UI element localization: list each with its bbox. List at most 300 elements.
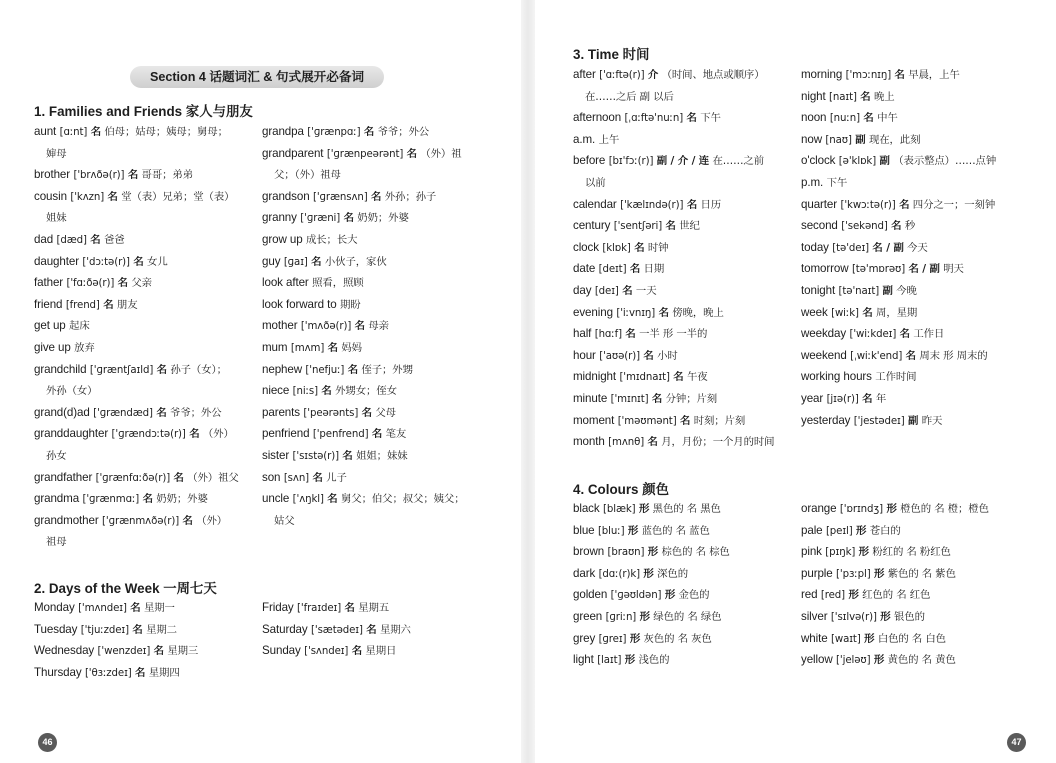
vocab-word: clock xyxy=(573,240,599,254)
pos-tag: 形 xyxy=(848,589,859,602)
vocab-entry xyxy=(34,467,239,490)
vocab-word: now xyxy=(801,132,822,146)
phonetic: [blæk] xyxy=(602,504,636,515)
meaning: 孙子（女）； xyxy=(170,363,227,376)
vocab-entry xyxy=(801,107,898,130)
phonetic: [nuːn] xyxy=(829,113,860,125)
phonetic: [klɒk] xyxy=(602,242,631,254)
meaning: 白色的 名 白色 xyxy=(877,632,946,645)
vocab-entry xyxy=(573,107,721,130)
meaning: 绿色的 名 绿色 xyxy=(653,611,722,623)
phonetic: [ˌwiːk'end] xyxy=(850,350,903,362)
pos-tag: 名 xyxy=(133,255,144,268)
phonetic: [ˌɑːftə'nuːn] xyxy=(624,113,684,125)
pos-tag: 名 xyxy=(862,393,873,405)
vocab-word: weekend xyxy=(801,348,847,362)
phonetic: [wiːk] xyxy=(831,307,859,319)
vocab-word: tonight xyxy=(801,284,836,297)
vocab-word: green xyxy=(573,610,603,623)
vocab-entry xyxy=(801,628,946,651)
phonetic: ['kwɔːtə(r)] xyxy=(840,199,896,211)
vocab-entry xyxy=(573,388,717,411)
phonetic: [tə'naɪt] xyxy=(838,286,880,297)
vocab-entry xyxy=(573,323,707,346)
right-page xyxy=(535,0,1056,763)
page-number-left: 46 xyxy=(38,733,57,752)
vocab-entry xyxy=(801,410,942,433)
pos-tag: 名 xyxy=(905,349,916,362)
vocab-entry xyxy=(262,467,347,490)
vocab-entry xyxy=(262,423,406,446)
vocab-word: black xyxy=(573,502,600,515)
vocab-entry xyxy=(801,584,930,607)
pos-tag: 名 xyxy=(90,234,101,246)
phonetic: ['fɑːðə(r)] xyxy=(66,278,115,290)
pos-tag: 名 xyxy=(629,263,641,276)
vocab-entry xyxy=(801,649,956,672)
meaning: 一半 形 一半的 xyxy=(639,328,708,341)
vocab-entry xyxy=(801,520,901,543)
vocab-word: noon xyxy=(801,111,827,125)
phonetic: ['ɡrænsʌn] xyxy=(312,191,368,203)
phonetic: ['kælɪndə(r)] xyxy=(620,199,684,211)
vocab-word: minute xyxy=(573,392,608,405)
left-page xyxy=(0,0,521,763)
pos-tag: 名 xyxy=(371,428,383,441)
phonetic: ['ɡræntʃaɪld] xyxy=(89,364,154,376)
vocab-entry xyxy=(801,258,964,281)
vocab-word: silver xyxy=(801,610,828,623)
vocab-entry xyxy=(262,186,436,209)
vocab-word: year xyxy=(801,392,824,405)
vocab-entry xyxy=(573,215,700,238)
vocab-entry xyxy=(801,86,895,109)
pos-tag: 名 xyxy=(363,126,375,138)
phonetic: ['ɡrænfɑːðə(r)] xyxy=(95,472,171,484)
vocab-word: grand(d)ad xyxy=(34,405,90,419)
meaning: 日期 xyxy=(643,263,665,276)
vocab-entry xyxy=(34,186,234,230)
vocab-entry xyxy=(34,619,177,642)
pos-tag: 名 xyxy=(894,69,905,81)
vocab-entry xyxy=(573,345,678,368)
meaning-continued: 婶母 xyxy=(46,147,67,160)
meaning: 妈妈 xyxy=(341,342,362,354)
meaning: 爸爸 xyxy=(103,234,125,246)
vocab-entry xyxy=(262,272,364,295)
vocab-entry xyxy=(262,619,411,642)
vocab-word: grandchild xyxy=(34,362,87,376)
meaning: 紫色的 名 紫色 xyxy=(887,567,956,580)
meaning: 外孙；孙子 xyxy=(384,190,437,203)
meaning: 日历 xyxy=(700,198,722,211)
meaning: 下午 xyxy=(700,112,721,125)
meaning: 红色的 名 红色 xyxy=(862,589,931,602)
pos-tag: 名 xyxy=(622,285,633,297)
vocab-entry xyxy=(34,640,198,663)
phonetic: [ɡriːn] xyxy=(605,612,637,623)
phonetic: ['nefjuː] xyxy=(305,364,345,376)
vocab-word: pale xyxy=(801,523,823,537)
vocab-entry xyxy=(573,150,764,194)
meaning: 黑色的 名 黑色 xyxy=(652,503,721,515)
meaning: 苍白的 xyxy=(869,524,901,537)
vocab-entry xyxy=(573,194,721,217)
meaning: 下午 xyxy=(826,177,848,189)
vocab-entry xyxy=(34,423,234,467)
phonetic: ['sætədeɪ] xyxy=(311,624,363,636)
phonetic: [tə'deɪ] xyxy=(832,242,870,254)
vocab-word: yesterday xyxy=(801,413,851,427)
meaning: 傍晚，晚上 xyxy=(672,306,724,319)
vocab-entry xyxy=(801,302,917,325)
vocab-word: date xyxy=(573,262,596,276)
pos-tag: 名 xyxy=(361,406,372,419)
vocab-entry xyxy=(34,121,228,165)
vocab-word: nephew xyxy=(262,362,303,376)
pos-tag: 形 xyxy=(643,567,654,580)
vocab-entry xyxy=(262,143,462,187)
meaning-continued: 外孙（女） xyxy=(46,385,98,398)
phonetic: [waɪt] xyxy=(830,633,861,645)
phonetic: ['pɜːpl] xyxy=(836,568,871,580)
pos-tag: 形 xyxy=(886,503,897,515)
pos-tag: 名 xyxy=(366,623,377,636)
pos-tag: 形 xyxy=(627,524,639,537)
pos-tag: 形 xyxy=(624,654,636,667)
vocab-entry xyxy=(573,520,710,543)
pos-tag: 名 xyxy=(107,190,118,203)
pos-tag: 名 xyxy=(679,414,691,427)
vocab-entry xyxy=(801,366,916,389)
vocab-entry xyxy=(801,150,996,173)
pos-tag: 名 xyxy=(327,342,338,354)
vocab-word: grow up xyxy=(262,233,303,246)
meaning-continued: 祖母 xyxy=(46,536,67,549)
meaning: 蓝色的 名 蓝色 xyxy=(641,524,710,537)
meaning: 哥哥；弟弟 xyxy=(141,169,193,182)
phonetic: ['penfrend] xyxy=(312,429,369,441)
vocab-word: blue xyxy=(573,523,595,537)
phonetic: [mʌnθ] xyxy=(608,437,645,449)
phonetic: ['ɡəʊldən] xyxy=(610,590,662,602)
phonetic: ['ɑːftə(r)] xyxy=(599,70,645,81)
phonetic: [bluː] xyxy=(597,525,625,537)
meaning: 星期二 xyxy=(146,623,177,636)
pos-tag: 形 xyxy=(858,546,869,559)
pos-tag: 形 xyxy=(873,654,885,667)
phonetic: ['fraɪdeɪ] xyxy=(297,603,342,614)
pos-tag: 名 xyxy=(311,255,322,268)
pos-tag: 名 xyxy=(860,90,871,103)
pos-tag: 名 xyxy=(142,493,153,506)
vocab-entry xyxy=(262,337,362,360)
meaning: 周，星期 xyxy=(876,306,918,319)
meaning: 秒 xyxy=(904,220,916,233)
meaning: 起床 xyxy=(69,320,90,333)
vocab-word: purple xyxy=(801,566,833,580)
phonetic: ['sʌndeɪ] xyxy=(304,646,349,658)
phonetic: [pɪŋk] xyxy=(825,547,856,559)
vocab-entry xyxy=(34,359,227,403)
vocab-entry xyxy=(573,584,709,607)
meaning: 爷爷；外公 xyxy=(170,406,222,419)
vocab-word: daughter xyxy=(34,254,79,268)
phonetic: [frend] xyxy=(65,299,100,311)
meaning: 成长；长大 xyxy=(305,234,358,246)
vocab-word: get up xyxy=(34,319,66,333)
meaning: 早晨，上午 xyxy=(908,69,960,81)
vocab-word: second xyxy=(801,219,838,233)
meaning: 照看，照顾 xyxy=(312,277,364,290)
vocab-entry xyxy=(573,280,657,303)
vocab-entry xyxy=(573,541,730,564)
phonetic: [ɡreɪ] xyxy=(598,633,627,645)
vocab-entry xyxy=(34,510,227,554)
vocab-word: niece xyxy=(262,384,290,398)
vocab-word: o'clock xyxy=(801,154,836,168)
vocab-entry xyxy=(262,640,396,663)
pos-tag: 副 xyxy=(882,285,893,297)
meaning: 黄色的 名 黄色 xyxy=(887,654,956,667)
phonetic: [mʌm] xyxy=(290,343,325,354)
vocab-word: Saturday xyxy=(262,622,308,636)
meaning: 姐姐；妹妹 xyxy=(356,450,408,462)
vocab-entry xyxy=(573,366,708,389)
vocab-entry xyxy=(801,194,995,217)
phonetic: [ɑːnt] xyxy=(59,127,88,138)
phonetic: [dæd] xyxy=(56,235,87,246)
phonetic: ['ɡrænmʌðə(r)] xyxy=(102,515,180,527)
pos-tag: 名 xyxy=(665,220,676,233)
meaning: （外） xyxy=(202,428,234,441)
book-gutter xyxy=(521,0,535,763)
pos-tag: 名 xyxy=(327,493,338,506)
vocab-word: son xyxy=(262,470,281,484)
vocab-entry xyxy=(801,323,944,346)
phonetic: [tə'mɒrəʊ] xyxy=(851,264,906,276)
vocab-word: century xyxy=(573,219,611,233)
phonetic: [bɪ'fɔː(r)] xyxy=(608,156,654,168)
meaning: 星期一 xyxy=(143,602,175,614)
pos-tag: 名 xyxy=(153,645,164,658)
vocab-entry xyxy=(801,498,989,521)
vocab-word: orange xyxy=(801,502,837,515)
pos-tag: 副 xyxy=(908,414,919,427)
phonetic: ['ɡrændɔːtə(r)] xyxy=(111,429,186,441)
phonetic: [peɪl] xyxy=(825,525,853,537)
vocab-entry xyxy=(262,488,465,532)
vocab-entry xyxy=(801,541,951,564)
vocab-entry xyxy=(573,628,712,651)
pos-tag: 名 xyxy=(347,363,359,376)
pos-tag: 名 / 副 xyxy=(872,241,904,254)
vocab-entry xyxy=(801,215,915,238)
meaning: 金色的 xyxy=(678,589,710,602)
vocab-word: parents xyxy=(262,405,300,419)
vocab-word: look after xyxy=(262,276,309,290)
pos-tag: 副 / 介 / 连 xyxy=(656,155,710,168)
phonetic: [dɑː(r)k] xyxy=(598,568,641,580)
vocab-entry xyxy=(801,606,925,629)
vocab-entry xyxy=(34,597,175,620)
vocab-word: guy xyxy=(262,254,281,268)
phonetic: ['sentʃəri] xyxy=(613,221,663,233)
pos-tag: 副 xyxy=(879,155,890,168)
vocab-word: look forward to xyxy=(262,297,337,311)
vocab-word: granddaughter xyxy=(34,427,109,441)
vocab-entry xyxy=(34,229,125,252)
vocab-entry xyxy=(262,251,387,274)
meaning: 今晚 xyxy=(896,285,917,297)
pos-tag: 名 xyxy=(647,436,658,449)
vocab-entry xyxy=(573,237,668,260)
vocab-word: red xyxy=(801,588,818,602)
pos-tag: 介 xyxy=(647,69,659,81)
meaning: 儿子 xyxy=(326,471,347,484)
phonetic: ['jeləʊ] xyxy=(836,655,871,667)
meaning: 月，月份；一个月的时间 xyxy=(661,436,775,449)
vocab-entry xyxy=(573,606,721,629)
vocab-word: dad xyxy=(34,233,54,246)
vocab-word: Wednesday xyxy=(34,644,95,658)
vocab-entry xyxy=(34,337,95,360)
vocab-word: before xyxy=(573,154,606,168)
vocab-word: Sunday xyxy=(262,644,301,658)
meaning: 明天 xyxy=(943,263,964,276)
pos-tag: 名 xyxy=(891,220,902,233)
days-heading: 2. Days of the Week 一周七天 xyxy=(34,581,217,596)
vocab-word: hour xyxy=(573,348,596,362)
vocab-word: tomorrow xyxy=(801,262,849,276)
vocab-entry xyxy=(34,402,222,425)
meaning: 时钟 xyxy=(647,241,669,254)
vocab-word: month xyxy=(573,435,605,449)
meaning-continued: 父；（外）祖母 xyxy=(274,169,341,182)
phonetic: [braʊn] xyxy=(607,547,645,559)
pos-tag: 形 xyxy=(638,503,650,515)
phonetic: [naɪt] xyxy=(829,91,857,103)
vocab-entry xyxy=(262,597,389,620)
vocab-word: Tuesday xyxy=(34,622,78,636)
pos-tag: 名 xyxy=(862,306,873,319)
meaning: 女儿 xyxy=(147,255,168,268)
vocab-entry xyxy=(34,662,180,685)
vocab-word: white xyxy=(801,631,828,645)
meaning: 堂（表）兄弟；堂（表） xyxy=(121,190,235,203)
vocab-word: working hours xyxy=(801,370,872,384)
phonetic: [jɪə(r)] xyxy=(826,394,859,405)
meaning: 父母 xyxy=(375,406,396,419)
vocab-entry xyxy=(34,315,90,338)
pos-tag: 名 xyxy=(189,428,200,441)
pos-tag: 名 xyxy=(899,328,910,341)
meaning: 舅父；伯父；叔父；姨父； xyxy=(341,493,465,506)
vocab-word: after xyxy=(573,68,596,81)
meaning: 浅色的 xyxy=(638,654,670,667)
vocab-entry xyxy=(801,172,847,195)
vocab-word: moment xyxy=(573,413,615,427)
vocab-word: penfriend xyxy=(262,427,310,441)
vocab-word: brown xyxy=(573,545,605,559)
vocab-word: day xyxy=(573,284,592,297)
vocab-word: a.m. xyxy=(573,132,596,146)
meaning: （表示整点）……点钟 xyxy=(893,155,997,168)
vocab-word: morning xyxy=(801,68,843,81)
phonetic: [hɑːf] xyxy=(594,329,622,341)
pos-tag: 名 xyxy=(371,190,382,203)
pos-tag: 名 xyxy=(103,298,114,311)
vocab-word: cousin xyxy=(34,189,67,203)
vocab-entry xyxy=(573,563,688,586)
meaning: 工作日 xyxy=(913,328,945,341)
meaning: 母亲 xyxy=(368,320,389,333)
pos-tag: 名 xyxy=(673,371,684,384)
vocab-entry xyxy=(262,380,397,403)
meaning: 小伙子，家伙 xyxy=(324,255,387,268)
meaning: （时间、地点或顺序） xyxy=(661,69,765,81)
vocab-word: evening xyxy=(573,305,613,319)
meaning: 世纪 xyxy=(679,220,700,233)
vocab-entry xyxy=(262,294,361,317)
pos-tag: 名 xyxy=(130,602,141,614)
vocab-word: aunt xyxy=(34,125,57,138)
pos-tag: 形 xyxy=(639,611,650,623)
pos-tag: 名 xyxy=(312,471,323,484)
pos-tag: 名 xyxy=(182,514,193,527)
vocab-word: grandfather xyxy=(34,470,93,484)
phonetic: ['mʌðə(r)] xyxy=(300,321,352,333)
phonetic: ['brʌðə(r)] xyxy=(73,170,125,182)
vocab-word: yellow xyxy=(801,653,833,667)
phonetic: [laɪt] xyxy=(597,655,622,667)
meaning: 星期六 xyxy=(379,623,411,636)
vocab-entry xyxy=(573,649,669,672)
meaning-continued: 在……之后 副 以后 xyxy=(585,90,674,103)
vocab-word: midnight xyxy=(573,370,617,384)
vocab-word: father xyxy=(34,276,64,290)
vocab-entry xyxy=(801,64,960,87)
vocab-entry xyxy=(801,237,928,260)
pos-tag: 形 xyxy=(647,546,659,559)
vocab-word: pink xyxy=(801,545,822,559)
pos-tag: 名 xyxy=(351,645,363,658)
vocab-entry xyxy=(573,431,774,454)
phonetic: ['tjuːzdeɪ] xyxy=(80,624,129,636)
pos-tag: 名 xyxy=(173,471,184,484)
vocab-word: friend xyxy=(34,297,63,311)
meaning: 爷爷；外公 xyxy=(377,126,430,138)
phonetic: [sʌn] xyxy=(283,472,310,484)
vocab-entry xyxy=(573,258,664,281)
meaning: 分钟；片刻 xyxy=(665,393,718,405)
vocab-word: week xyxy=(801,305,828,319)
vocab-word: golden xyxy=(573,588,608,602)
phonetic: [ɡaɪ] xyxy=(283,256,308,268)
pos-tag: 名 xyxy=(132,623,143,636)
meaning: 粉红的 名 粉红色 xyxy=(872,546,951,559)
pos-tag: 名 xyxy=(625,328,636,341)
phonetic: ['kʌzn] xyxy=(70,191,105,203)
vocab-entry xyxy=(573,498,721,521)
vocab-word: p.m. xyxy=(801,176,824,189)
vocab-word: sister xyxy=(262,449,290,462)
phonetic: ['məʊmənt] xyxy=(617,415,677,427)
phonetic: ['sɪstə(r)] xyxy=(292,451,339,462)
vocab-word: quarter xyxy=(801,197,838,211)
meaning: 外甥女；侄女 xyxy=(335,385,397,398)
phonetic: [niːs] xyxy=(292,386,319,398)
